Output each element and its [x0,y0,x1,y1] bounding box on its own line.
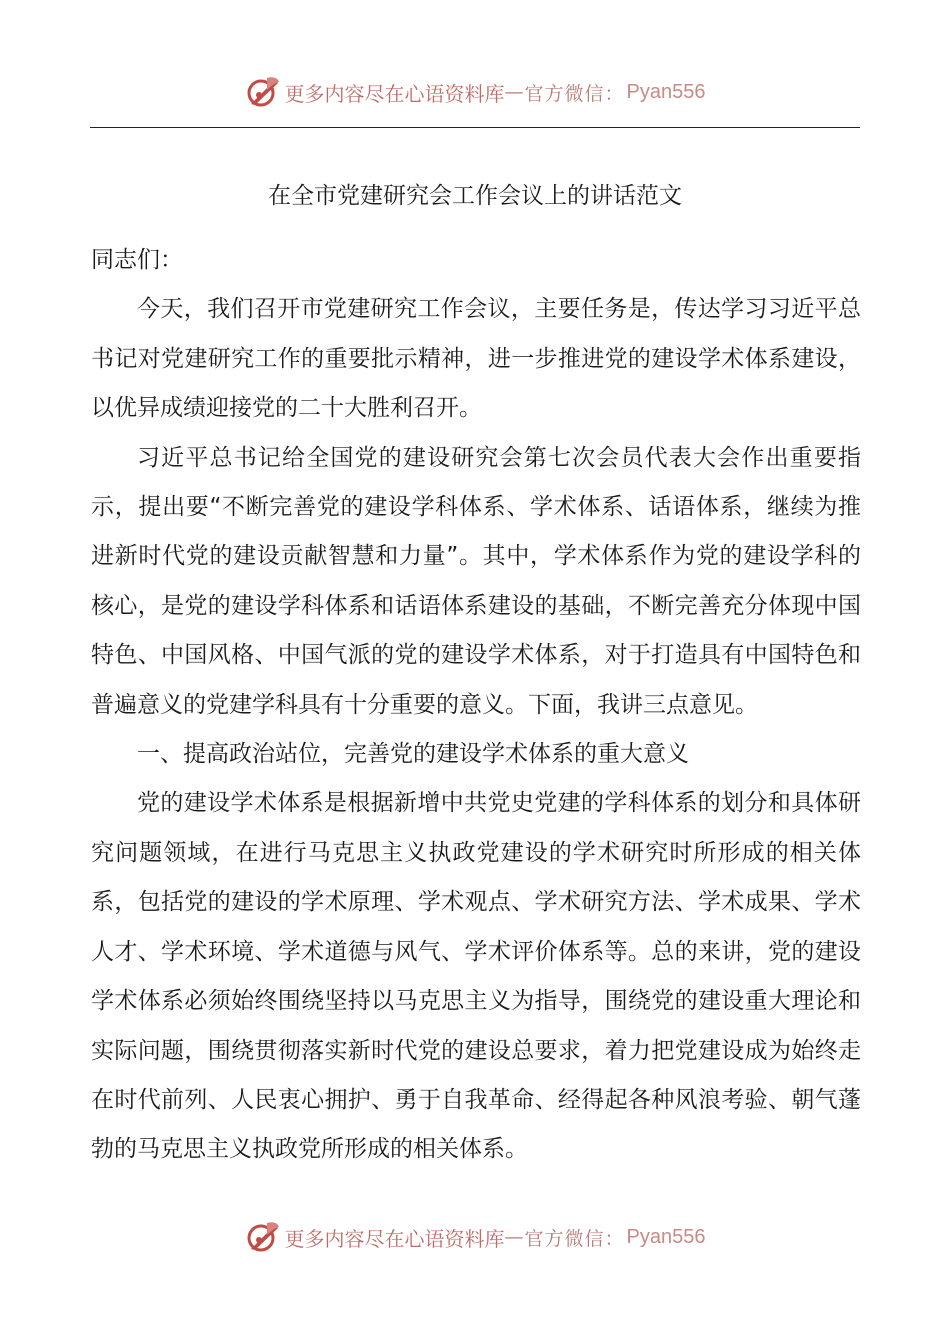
header-rule [90,127,860,128]
footer-watermark [0,1217,950,1257]
watermark-sub-text: 官方微信： [524,1227,625,1250]
quill-logo-icon [245,74,281,110]
quill-logo-icon [245,1219,281,1255]
paragraph: 党的建设学术体系是根据新增中共党史党建的学科体系的划分和具体研究问题领域，在进行马克思主义执政党建设的学术研究时所形成的相关体系，包括党的建设的学术原理、学术观点、学术研究方法、学术成果、学术人才、学术环境、学术道德与风气、学术评价体系等。总的来讲，党的建设学术体系必须始终围绕坚持以马克思主义为指导，围绕党的建设重大理论和实际问题，围绕贯彻落实新时代党的建设总要求，着力把党建设成为始终走在时代前列、人民衷心拥护、勇于自我革命、经得起各种风浪考验、朝气蓬勃的马克思主义执政党所形成的相关体系。 [91,790,861,1163]
section-heading: 一、提高政治站位，完善党的建设学术体系的重大意义 [137,741,689,768]
watermark-sub-text: 官方微信： [524,82,625,105]
document-body [91,236,861,1175]
header-watermark [0,72,950,112]
document-title: 在全市党建研究会工作会议上的讲话范文 [268,183,682,209]
salutation: 同志们： [91,247,183,273]
watermark-main-text: 更多内容尽在心语资料库 [284,81,505,106]
paragraph: 今天，我们召开市党建研究工作会议，主要任务是，传达学习习近平总书记对党建研究工作的重要批示精神，进一步推进党的建设学术体系建设，以优异成绩迎接党的二十大胜利召开。 [91,296,861,422]
watermark-separator: — [504,1226,525,1248]
watermark-separator: — [504,81,525,103]
watermark-wechat-id: Pyan556 [626,1225,706,1248]
watermark-wechat-id: Pyan556 [626,80,706,103]
watermark-main-text: 更多内容尽在心语资料库 [284,1226,505,1251]
paragraph: 习近平总书记给全国党的建设研究会第七次会员代表大会作出重要指示，提出要“不断完善党的建设学科体系、学术体系、话语体系，继续为推进新时代党的建设贡献智慧和力量”。其中，学术体系作为党的建设学科的核心，是党的建设学科体系和话语体系建设的基础，不断完善充分体现中国特色、中国风格、中国气派的党的建设学术体系，对于打造具有中国特色和普遍意义的党建学科具有十分重要的意义。下面，我讲三点意见。 [91,444,861,718]
